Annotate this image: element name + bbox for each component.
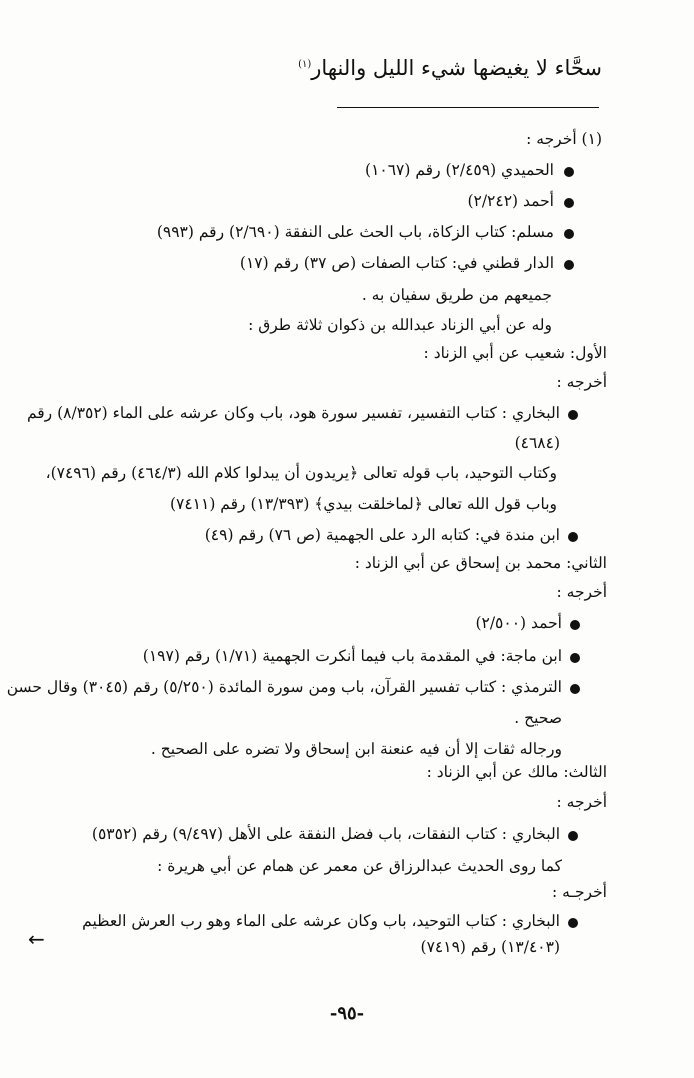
bukhari-tawhid-line1: البخاري : كتاب التوحيد، باب وكان عرشه على الماء وهو رب العرش العظيم	[82, 912, 560, 930]
tawhid-line1: وكتاب التوحيد، باب قوله تعالى ﴿يريدون أن يبدلوا كلام الله (٤٦٤/٣) رقم (٧٤٩٦)،	[45, 464, 557, 482]
source-ibn-majah: ابن ماجة: في المقدمة باب فيما أنكرت الجهمية (١/٧١) رقم (١٩٧)	[142, 647, 562, 665]
bukhari-tafsir-line1: البخاري : كتاب التفسير، تفسير سورة هود، باب وكان عرشه على الماء (٨/٣٥٢) رقم	[26, 404, 560, 422]
source-daraqutni: الدار قطني في: كتاب الصفات (ص ٣٧) رقم (١٧)	[239, 254, 554, 272]
bullet-icon	[570, 684, 580, 694]
three-ways-note: وله عن أبي الزناد عبدالله بن ذكوان ثلاثة طرق :	[248, 316, 552, 334]
footnote-separator	[337, 107, 599, 108]
second-way-heading: الثاني: محمد بن إسحاق عن أبي الزناد :	[354, 554, 607, 572]
source-ahmad-2: أحمد (٢/٥٠٠)	[475, 614, 562, 632]
bullet-icon	[568, 410, 578, 420]
bullet-icon	[568, 918, 578, 928]
footnote-marker: (١)	[298, 59, 312, 70]
tirmidhi-line2: صحيح .	[514, 709, 562, 727]
source-muslim: مسلم: كتاب الزكاة، باب الحث على النفقة (٢/٦٩٠) رقم (٩٩٣)	[156, 223, 554, 241]
continue-arrow-icon: ←	[28, 927, 45, 951]
abdurrazzaq-note: كما روى الحديث عبدالرزاق عن معمر عن همام عن أبي هريرة :	[157, 857, 562, 875]
bullet-icon	[568, 532, 578, 542]
bullet-icon	[570, 620, 580, 630]
bukhari-tawhid-line2: (١٣/٤٠٣) رقم (٧٤١٩)	[420, 938, 560, 956]
bullet-icon	[570, 653, 580, 663]
footnote-intro: (١) أخرجه :	[526, 130, 602, 148]
bullet-icon	[564, 198, 574, 208]
source-ahmad: أحمد (٢/٢٤٢)	[467, 192, 554, 210]
first-way-heading: الأول: شعيب عن أبي الزناد :	[423, 344, 607, 362]
extracted-label-1: أخرجه :	[556, 373, 607, 391]
source-humaidi: الحميدي (٢/٤٥٩) رقم (١٠٦٧)	[365, 161, 554, 179]
page-number: -٩٥-	[329, 1003, 365, 1024]
tirmidhi-line1: الترمذي : كتاب تفسير القرآن، باب ومن سورة المائدة (٥/٢٥٠) رقم (٣٠٤٥) وقال حسن	[6, 678, 562, 696]
bukhari-tafsir-line2: (٤٦٨٤)	[514, 434, 560, 452]
extracted-label-2: أخرجه :	[556, 583, 607, 601]
bullet-icon	[564, 167, 574, 177]
all-via-note: جميعهم من طريق سفيان به .	[361, 286, 552, 304]
third-way-heading: الثالث: مالك عن أبي الزناد :	[426, 763, 607, 781]
hadith-text-line: سحَّاء لا يغيضها شيء الليل والنهار$^{(١)}$	[298, 56, 602, 80]
bullet-icon	[568, 831, 578, 841]
bullet-icon	[564, 229, 574, 239]
tawhid-line2: وباب قول الله تعالى ﴿لماخلقت بيدي﴾ (١٣/٣٩٣) رقم (٧٤١١)	[169, 495, 557, 513]
extracted-label-3: أخرجه :	[556, 793, 607, 811]
source-ibn-mandah: ابن مندة في: كتابه الرد على الجهمية (ص ٧٦) رقم (٤٩)	[204, 526, 560, 544]
bullet-icon	[564, 260, 574, 270]
extracted-label-4: أخرجـه :	[551, 883, 607, 901]
source-bukhari-nafaqat: البخاري : كتاب النفقات، باب فضل النفقة على الأهل (٩/٤٩٧) رقم (٥٣٥٢)	[91, 825, 560, 843]
narrators-note: ورجاله ثقات إلا أن فيه عنعنة ابن إسحاق ولا تضره على الصحيح .	[150, 740, 562, 758]
